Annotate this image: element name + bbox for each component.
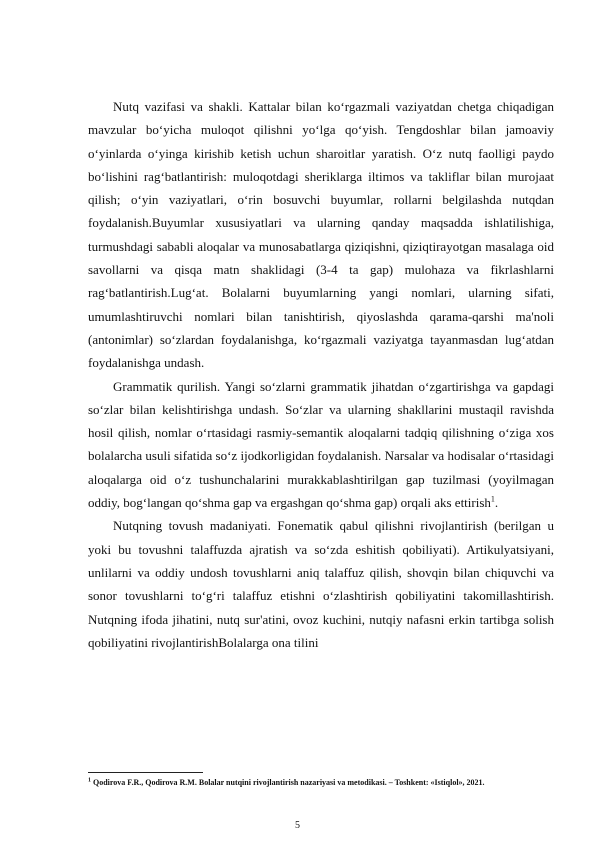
paragraph-sound-culture — [88, 514, 554, 654]
footnote-divider — [88, 772, 203, 773]
footnote-text: Qodirova F.R., Qodirova R.M. Bolalar nutqini rivojlantirish nazariyasi va metodikasi. – Toshkent: «Istiqlol», 2021. — [91, 778, 485, 787]
body-text — [88, 95, 554, 654]
paragraph-grammar — [88, 375, 554, 515]
page-number: 5 — [295, 820, 300, 831]
paragraph-text: Grammatik qurilish. Yangi so‘zlarni grammatik jihatdan o‘zgartirishga va gapdagi so‘zlar bilan kelishtirishga undash. So‘zlar va ularning shakllarini mustaqil ravishda hosil qilish, nomlar o‘rtasidagi rasmiy-semantik aloqalarni tadqiq qilishning o‘ziga xos bolalarcha usuli sifatida so‘z ijodkorligidan foydalanish. Narsalar va hodisalar o‘rtasidagi aloqalarga oid o‘z tushunchalarini murakkablashtirilgan gap tuzilmasi (yoyilmagan oddiy, bog‘langan qo‘shma gap va ergashgan qo‘shma gap) orqali aks ettirish — [88, 378, 554, 511]
footnote-reference[interactable]: 1 — [490, 494, 495, 504]
paragraph-text: Nutq vazifasi va shakli. Kattalar bilan ko‘rgazmali vaziyatdan chetga chiqadigan mavzular bo‘yicha muloqot qilishni yo‘lga qo‘yish. Tengdoshlar bilan jamoaviy o‘yinlarda o‘yinga kirishib ketish uchun sharoitlar yaratish. O‘z nutq faolligi paydo bo‘lishini rag‘batlantirish: muloqotdagi sheriklarga iltimos va takliflar bilan murojaat qilish; o‘yin vaziyatlari, o‘rin bosuvchi buyumlar, rollarni belgilashda nutqdan foydalanish.Buyumlar xususiyatlari va ularning qanday maqsadda ishlatilishiga, turmushdagi sababli aloqalar va munosabatlarga qiziqishni, qiziqtirayotgan masalaga oid savollarni va qisqa matn shaklidagi (3-4 ta gap) mulohaza va fikrlashlarni rag‘batlantirish.Lug‘at. Bolalarni buyumlarning yangi nomlari, ularning sifati, umumlashtiruvchi nomlari bilan tanishtirish, qiyoslashda qarama-qarshi ma'noli (antonimlar) so‘zlardan foydalanishga, ko‘rgazmali vaziyatga tayanmasdan lug‘atdan foydalanishga undash. — [88, 99, 554, 371]
footnote — [88, 778, 558, 788]
paragraph-text: Nutqning tovush madaniyati. Fonematik qabul qilishni rivojlantirish (berilgan u yoki bu tovushni talaffuzda ajratish va so‘zda eshitish qobiliyati). Artikulyatsiyani, unlilarni va oddiy undosh tovushlarni aniq talaffuz qilish, shovqin bilan chiquvchi va sonor tovushlarni to‘g‘ri talaffuz etishni o‘zlashtirish qobiliyatini takomillashtirish. Nutqning ifoda jihatini, nutq sur'atini, ovoz kuchini, nutqiy nafasni erkin tartibga solish qobiliyatini rivojlantirishBolalarga ona tilini — [88, 518, 554, 650]
paragraph-end: . — [494, 495, 499, 511]
paragraph-speech-function — [88, 95, 554, 375]
footnote-number: 1 — [88, 777, 91, 784]
